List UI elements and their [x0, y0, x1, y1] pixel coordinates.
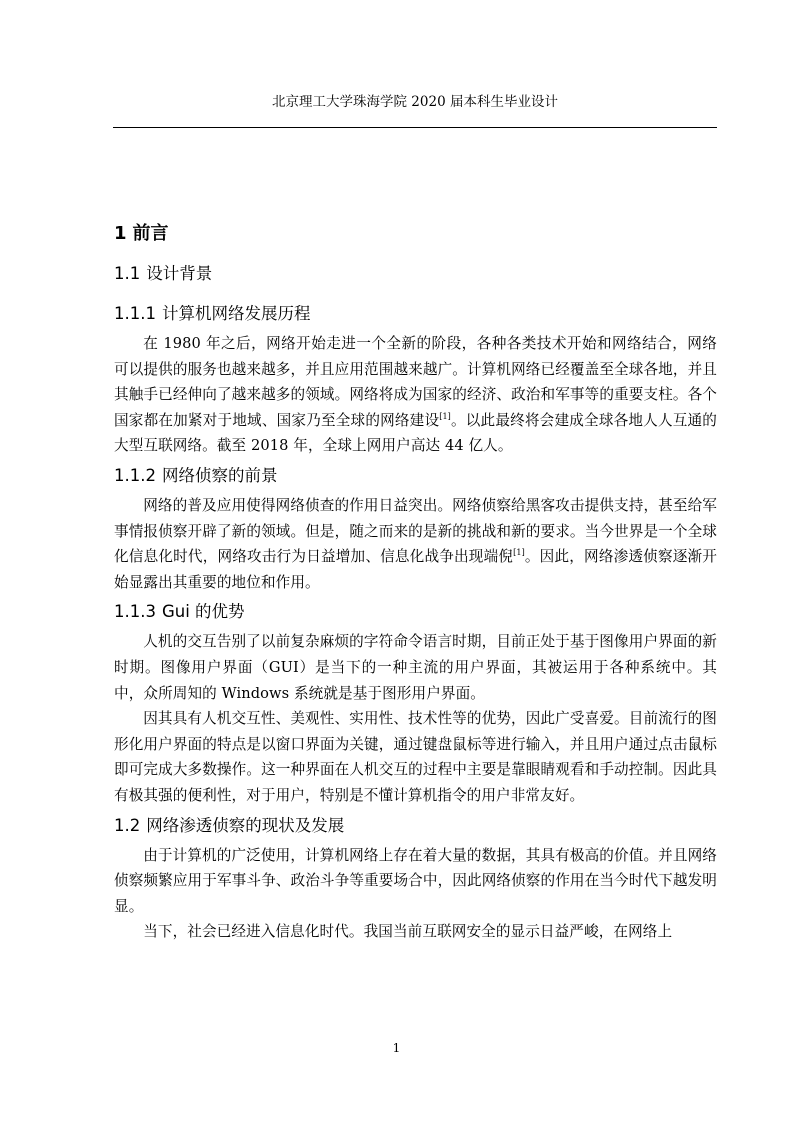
section-heading-1-2 [114, 813, 717, 839]
header-rule [113, 127, 717, 128]
citation-ref[interactable]: [1] [439, 411, 451, 421]
section-title: 计算机网络发展历程 [161, 304, 311, 323]
section-heading-1-1-2 [114, 463, 717, 489]
section-title: 设计背景 [146, 264, 213, 283]
paragraph: 因其具有人机交互性、美观性、实用性、技术性等的优势，因此广受喜爱。目前流行的图形化用户界面的特点是以窗口界面为关键，通过键盘鼠标等进行输入，并且用户通过点击鼠标即可完成大多数操作。这一种界面在人机交互的过程中主要是靠眼睛观看和手动控制。因此具有极其强的便利性，对于用户，特别是不懂计算机指令的用户非常友好。 [114, 710, 717, 804]
citation-ref[interactable]: [1] [513, 548, 525, 558]
section-number: 1.1.1 [114, 304, 156, 323]
paragraph: 人机的交互告别了以前复杂麻烦的字符命令语言时期，目前正处于基于图像用户界面的新时期。图像用户界面（GUI）是当下的一种主流的用户界面，其被运用于各种系统中。其中，众所周知的 Windows 系统就是基于图形用户界面。 [114, 633, 717, 702]
section-title: Gui 的优势 [161, 602, 245, 622]
section-number: 1.1 [114, 264, 141, 283]
page-content [114, 219, 717, 945]
section-title: 网络渗透侦察的现状及发展 [146, 815, 345, 835]
section-title: 网络侦察的前景 [161, 465, 278, 485]
section-heading-1-1-1 [114, 301, 717, 327]
section-number: 1 [114, 223, 127, 244]
paragraph: 由于计算机的广泛使用，计算机网络上存在着大量的数据，其具有极高的价值。并且网络侦察频繁应用于军事斗争、政治斗争等重要场合中，因此网络侦察的作用在当今时代下越发明显。 [114, 846, 717, 915]
running-header: 北京理工大学珠海学院 2020 届本科生毕业设计 [272, 94, 558, 110]
paragraph: 在 1980 年之后，网络开始走进一个全新的阶段，各种各类技术开始和网络结合，网络可以提供的服务也越来越多，并且应用范围越来越广。计算机网络已经覆盖至全球各地，并且其触手已经伸向了越来越多的领域。网络将成为国家的经济、政治和军事等的重要支柱。各个国家都在加紧对于地域、国家乃至全球的网络建设[1]。以此最终将会建成全球各地人人互通的大型互联网络。截至 2018 年，全球上网用户高达 44 亿人。 [114, 335, 717, 455]
section-heading-1-1 [114, 261, 717, 287]
section-number: 1.1.3 [114, 602, 156, 622]
paragraph: 网络的普及应用使得网络侦查的作用日益突出。网络侦察给黑客攻击提供支持，甚至给军事情报侦察开辟了新的领域。但是，随之而来的是新的挑战和新的要求。当今世界是一个全球化信息化时代，网络攻击行为日益增加、信息化战争出现端倪[1]。因此，网络渗透侦察逐渐开始显露出其重要的地位和作用。 [114, 496, 718, 591]
paragraph: 当下，社会已经进入信息化时代。我国当前互联网安全的显示日益严峻，在网络上 [143, 923, 673, 941]
section-heading-1 [114, 219, 717, 249]
section-number: 1.1.2 [114, 465, 156, 485]
page-number: 1 [392, 1041, 401, 1055]
section-number: 1.2 [114, 815, 141, 835]
section-title: 前言 [132, 223, 169, 244]
section-heading-1-1-3 [114, 599, 717, 625]
